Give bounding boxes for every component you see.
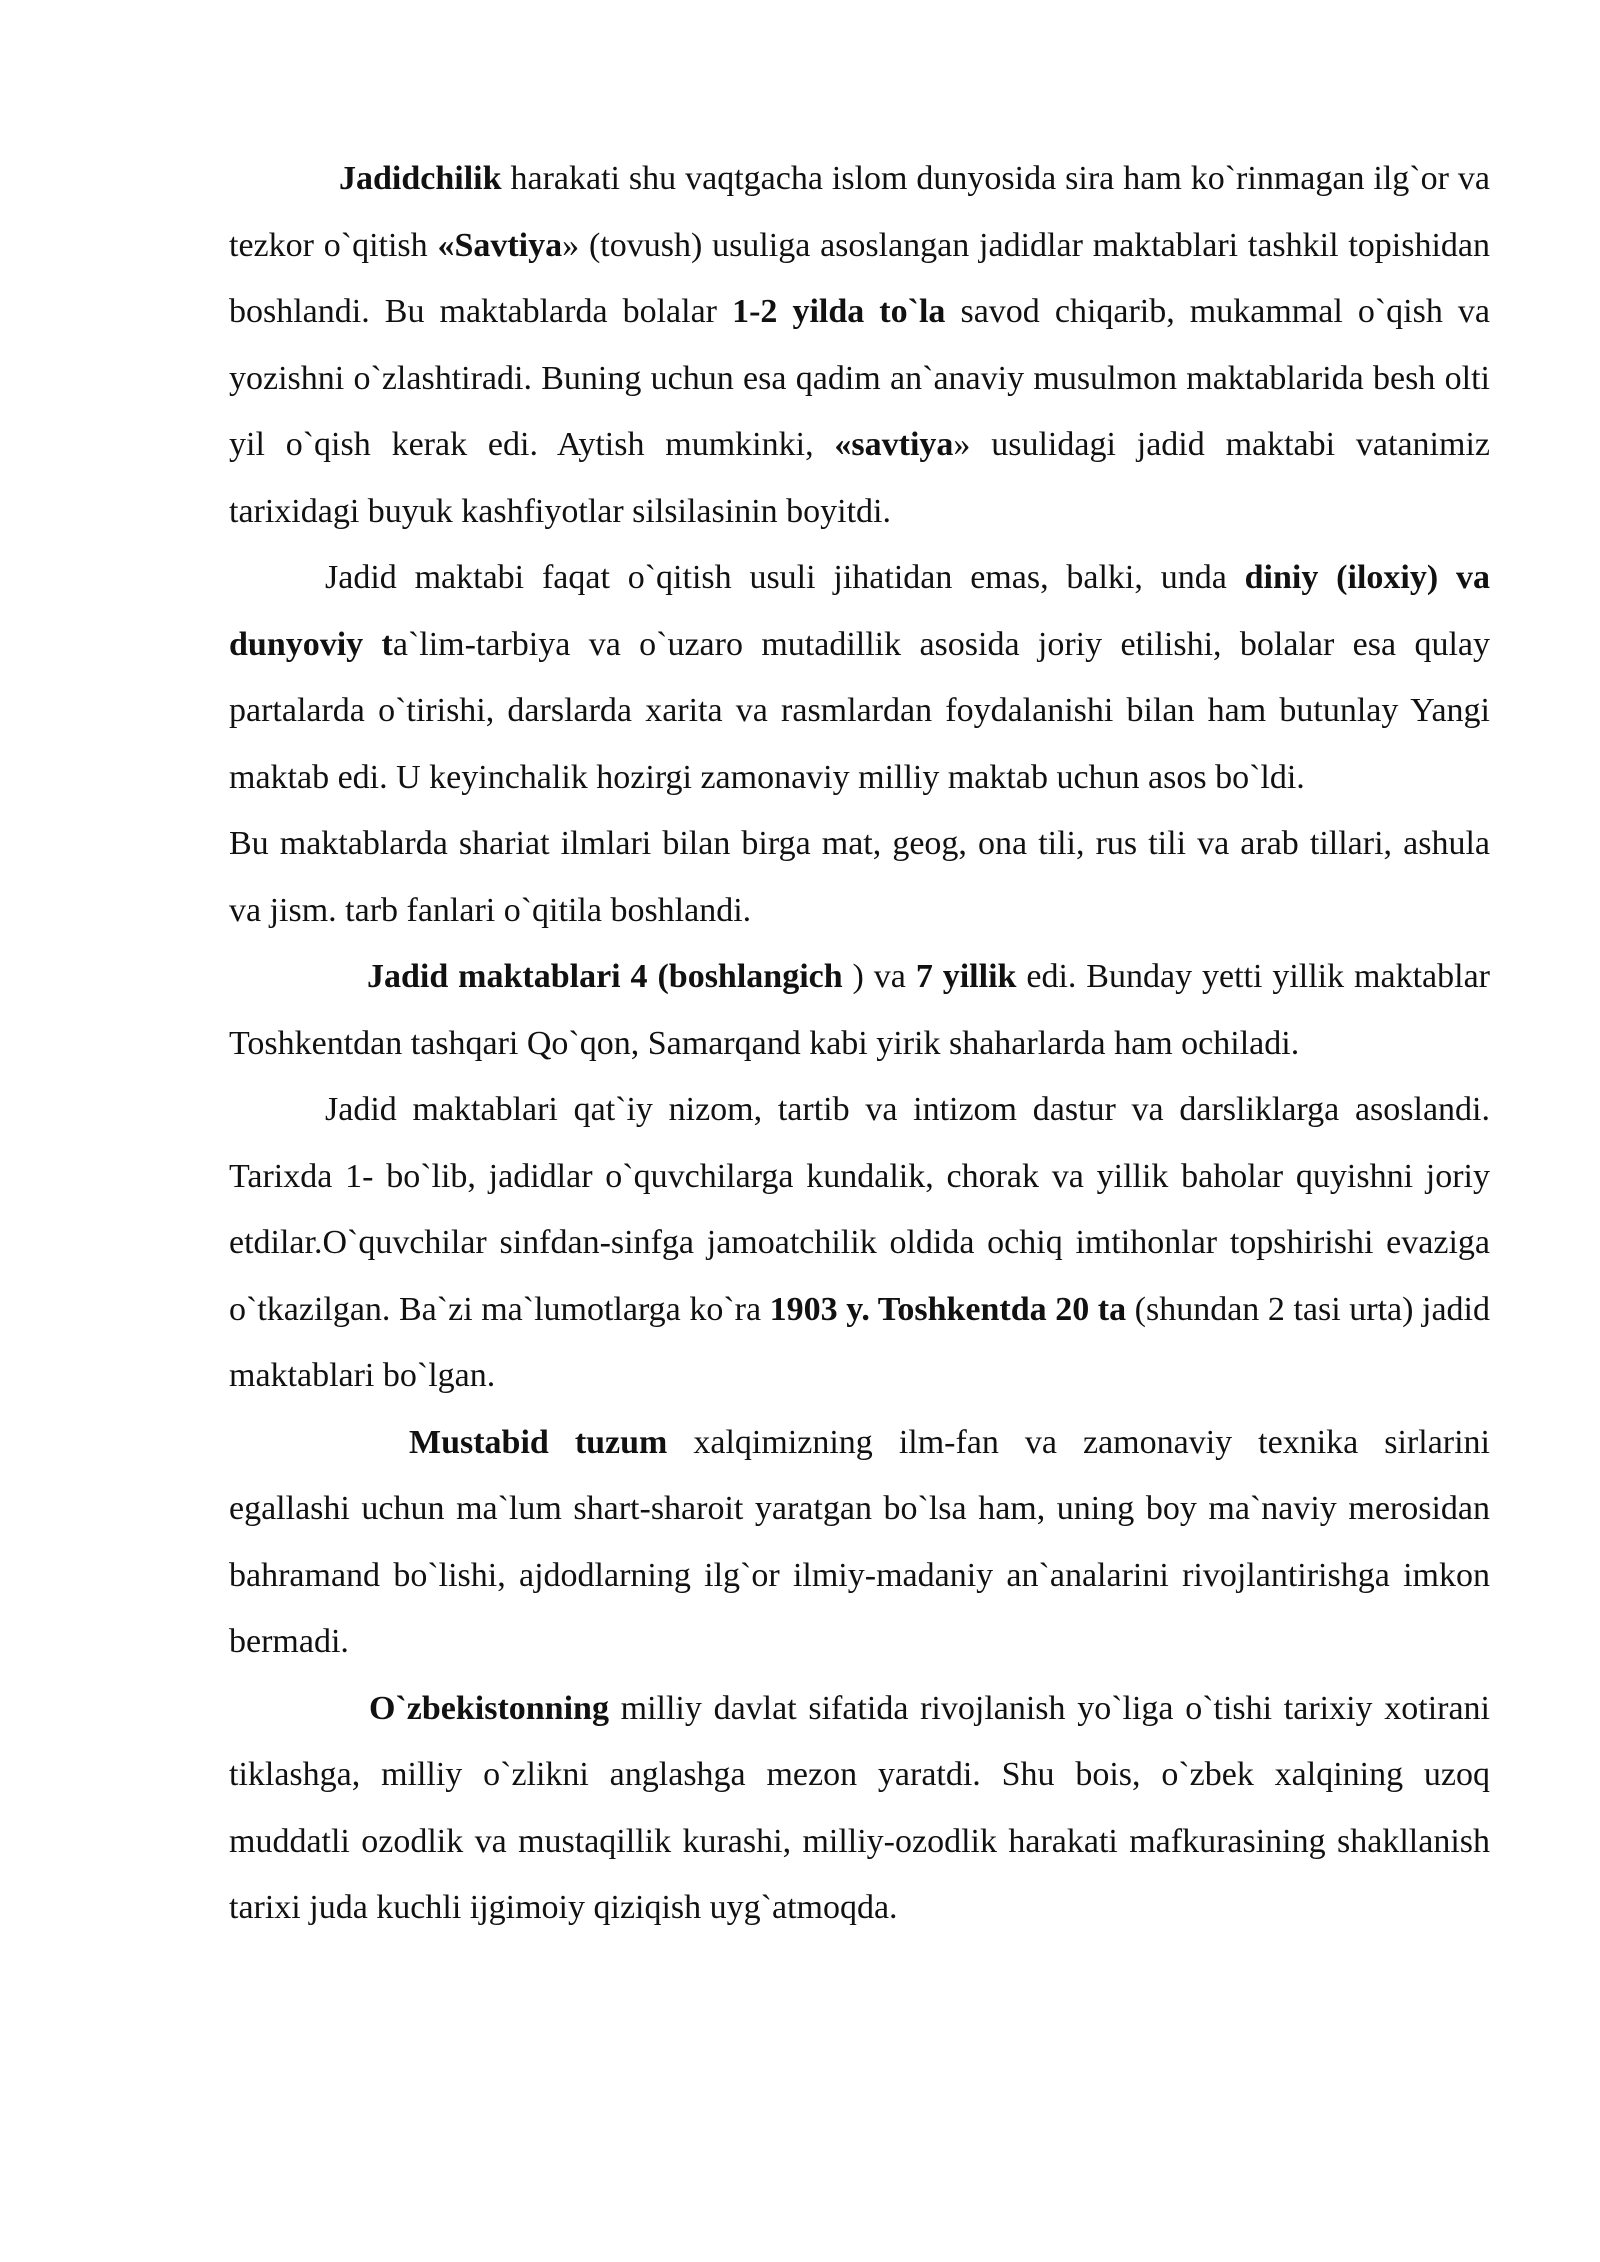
text-run: savod chiqarib, mukammal o`qish va yozishni o`zlashtiradi. Buning uchun esa qadim an`anaviy musulmon maktablarida besh olti yil o`qish kerak edi. Aytish mumkinki, — [229, 293, 1490, 463]
text-run: xalqimizning ilm-fan va zamonaviy texnika sirlarini egallashi uchun ma`lum shart-sharoit yaratgan bo`lsa ham, uning boy ma`naviy merosidan bahramand bo`lishi, ajdodlarning ilg`or ilmiy-madaniy an`analarini rivojlantirishga imkon bermadi. — [229, 1423, 1491, 1660]
text-run: » usulidagi jadid maktabi vatanimiz tarixidagi buyuk kashfiyotlar silsilasinin boyitdi. — [229, 426, 1490, 530]
bold-term: 1903 y. Toshkentda 20 ta — [769, 1290, 1127, 1328]
bold-term: diniy (iloxiy) va dunyoviy t — [229, 559, 1490, 663]
bold-term: Mustabid tuzum — [409, 1423, 668, 1461]
paragraph-jadid-maktabi — [229, 545, 1490, 811]
bold-term: «savtiya — [834, 426, 954, 463]
text-run: (shundan 2 tasi urta) jadid maktablari bo`lgan. — [229, 1290, 1490, 1394]
text-run: harakati shu vaqtgacha islom dunyosida sira ham ko`rinmagan ilg`or va tezkor o`qitish — [229, 160, 1490, 264]
text-run: milliy davlat sifatida rivojlanish yo`liga o`tishi tarixiy xotirani tiklashga, milliy o`zlikni anglashga mezon yaratdi. Shu bois, o`zbek xalqining uzoq muddatli ozodlik va mustaqillik kurashi, milliy-ozodlik harakati mafkurasining shakllanish tarixi juda kuchli ijgimoiy qiziqish uyg`atmoqda. — [229, 1689, 1490, 1926]
text-run: Jadid maktablari qat`iy nizom, tartib va intizom dastur va darsliklarga asoslandi. Tarixda 1- bo`lib, jadidlar o`quvchilarga kundalik, chorak va yillik baholar quyishni joriy etdilar.O`quvchilar sinfdan-sinfga jamoatchilik oldida ochiq imtihonlar topshirishi evaziga o`tkazilgan. Ba`zi ma`lumotlarga ko`ra — [229, 1091, 1490, 1328]
text-run: ) va — [842, 958, 916, 995]
paragraph-mustabid-tuzum — [229, 1410, 1490, 1676]
bold-term: Jadid maktablari 4 (boshlangich — [367, 958, 843, 995]
text-run: Jadid maktabi faqat o`qitish usuli jihatidan emas, balki, unda — [325, 559, 1245, 596]
bold-term: 1-2 yilda to`la — [732, 293, 946, 330]
bold-term: O`zbekistonning — [369, 1689, 609, 1727]
bold-term: Jadidchilik — [339, 160, 502, 197]
text-run: edi. Bunday yetti yillik maktablar Toshkentdan tashqari Qo`qon, Samarqand kabi yirik shaharlarda ham ochiladi. — [229, 958, 1490, 1062]
text-run: » (tovush) usuliga asoslangan jadidlar maktablari tashkil topishidan boshlandi. Bu maktablarda bolalar — [229, 226, 1491, 330]
text-run: a`lim-tarbiya va o`uzaro mutadillik asosida joriy etilishi, bolalar esa qulay partalarda o`tirishi, darslarda xarita va rasmlardan foydalanishi bilan ham butunlay Yangi maktab edi. U keyinchalik hozirgi zamonaviy milliy maktab uchun asos bo`ldi. — [229, 625, 1490, 796]
paragraph-maktab-turlari — [229, 944, 1490, 1077]
paragraph-fanlar — [229, 811, 1490, 944]
paragraph-ozbekiston — [229, 1676, 1490, 1942]
document-page — [229, 146, 1490, 1942]
paragraph-nizom — [229, 1077, 1490, 1410]
bold-term: «Savtiya — [437, 226, 563, 264]
paragraph-jadidchilik — [229, 146, 1490, 545]
bold-term: 7 yillik — [915, 958, 1017, 995]
text-run: Bu maktablarda shariat ilmlari bilan birga mat, geog, ona tili, rus tili va arab tillari, ashula va jism. tarb fanlari o`qitila boshlandi. — [229, 825, 1490, 929]
